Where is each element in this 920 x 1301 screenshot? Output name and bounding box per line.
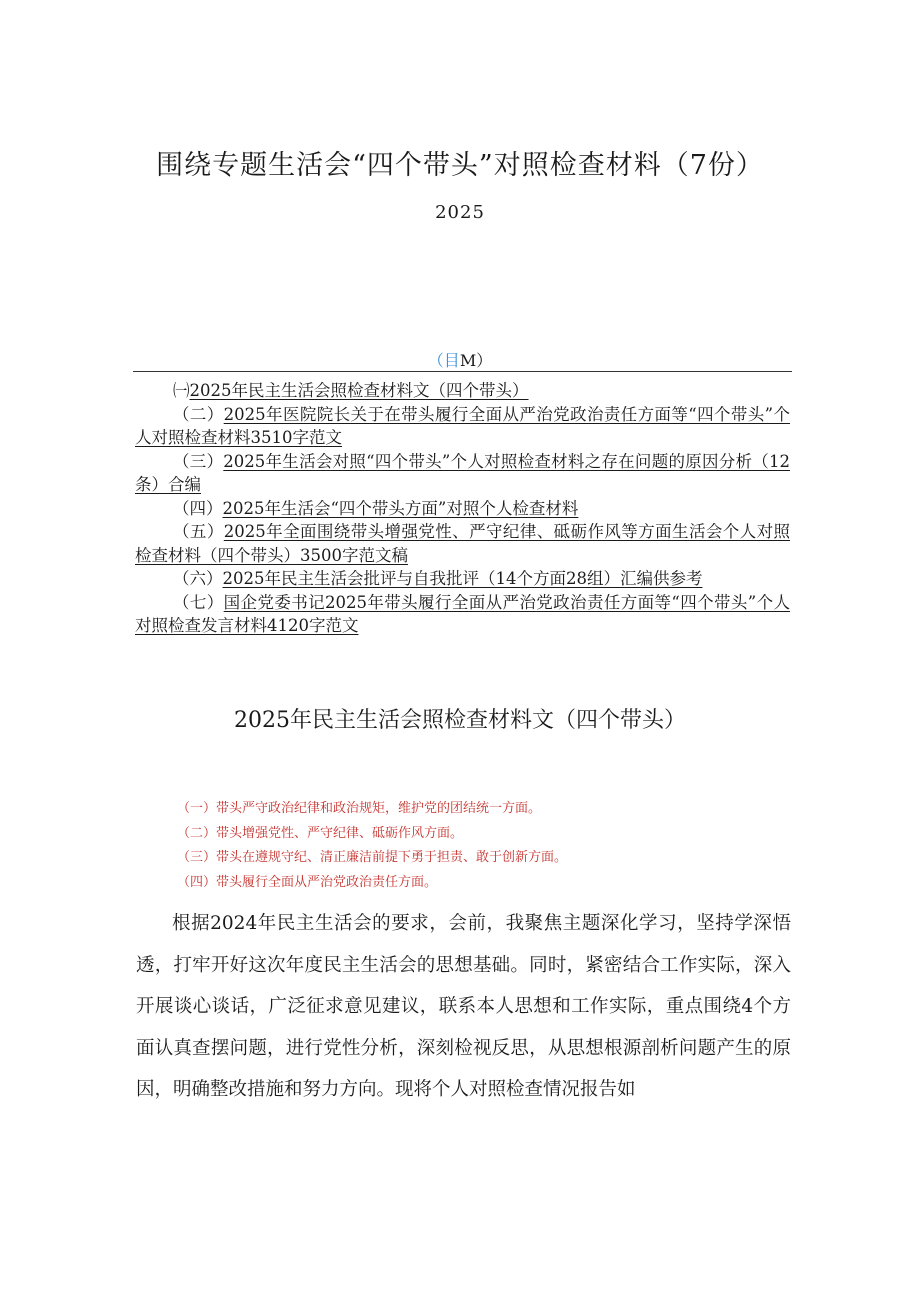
toc-item-7[interactable] xyxy=(135,591,790,638)
toc-item-number: （六） xyxy=(173,569,223,588)
toc-item-number: （五） xyxy=(173,522,224,541)
toc-item-6[interactable] xyxy=(135,567,790,591)
toc-item-number: （二） xyxy=(173,404,224,424)
toc-item-number: （四） xyxy=(173,498,223,518)
toc-item-2[interactable] xyxy=(135,403,790,450)
toc-heading xyxy=(0,348,920,371)
aspect-item-1: （一）带头严守政治纪律和政治规矩，维护党的团结统一方面。 xyxy=(177,801,542,816)
toc-item-link[interactable]: 2025年民主生活会批评与自我批评（14个方面28组）汇编供参考 xyxy=(222,569,703,588)
table-of-contents xyxy=(135,379,790,638)
toc-divider xyxy=(133,371,792,372)
toc-item-link[interactable]: 2025年全面围绕带头增强党性、严守纪律、砥砺作风等方面生活会个人对照检查材料（四个带头）3500字范文稿 xyxy=(135,522,791,565)
toc-item-link[interactable]: 2025年民主生活会照检查材料文（四个带头） xyxy=(189,381,529,400)
document-year: 2025 xyxy=(435,202,485,223)
toc-item-link[interactable]: 国企党委书记2025年带头履行全面从严治党政治责任方面等“四个带头”个人对照检查发言材料4120字范文 xyxy=(135,592,790,635)
toc-item-number: （三） xyxy=(173,451,224,471)
toc-item-link[interactable]: 2025年医院院长关于在带头履行全面从严治党政治责任方面等“四个带头”个人对照检查材料3510字范文 xyxy=(135,404,790,447)
aspect-item-3: （三）带头在遵规守纪、清正廉洁前提下勇于担责、敢于创新方面。 xyxy=(177,850,568,865)
toc-item-link[interactable]: 2025年生活会“四个带头方面”对照个人检查材料 xyxy=(222,498,579,518)
toc-heading-part-1: （目 xyxy=(427,351,460,370)
toc-item-4[interactable] xyxy=(135,497,790,521)
document-title: 围绕专题生活会“四个带头”对照检查材料（7份） xyxy=(156,150,764,181)
toc-item-1[interactable] xyxy=(135,379,790,403)
toc-item-5[interactable] xyxy=(135,520,790,567)
toc-item-3[interactable] xyxy=(135,450,790,497)
toc-heading-part-2: M） xyxy=(459,351,493,370)
toc-item-number: ㈠ xyxy=(173,381,190,400)
aspect-item-4: （四）带头履行全面从严治党政治责任方面。 xyxy=(177,874,438,890)
section-title: 2025年民主生活会照检查材料文（四个带头） xyxy=(234,708,686,733)
toc-item-link[interactable]: 2025年生活会对照“四个带头”个人对照检查材料之存在问题的原因分析（12条）合编 xyxy=(135,451,791,494)
toc-item-number: （七） xyxy=(173,592,224,612)
aspect-item-2: （二）带头增强党性、严守纪律、砥砺作风方面。 xyxy=(177,825,464,841)
body-paragraph: 根据2024年民主生活会的要求，会前，我聚焦主题深化学习，坚持学深悟透，打牢开好这次年度民主生活会的思想基础。同时，紧密结合工作实际，深入开展谈心谈话，广泛征求意见建议，联系本人思想和工作实际，重点围绕4个方面认真查摆问题，进行党性分析，深刻检视反思，从思想根源剖析问题产生的原因，明确整改措施和努力方向。现将个人对照检查情况报告如 xyxy=(136,913,791,1100)
aspect-list xyxy=(177,797,777,895)
